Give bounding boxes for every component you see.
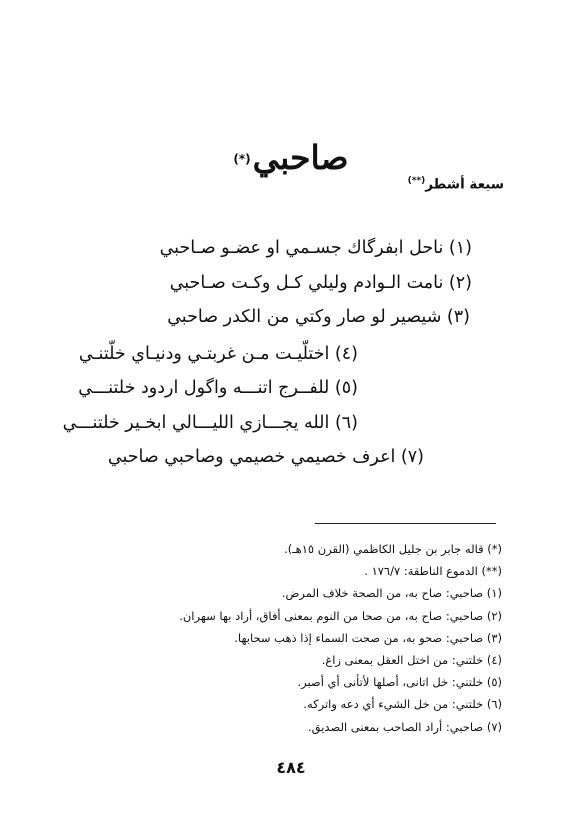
poem-title: صاحبي [252,138,349,177]
footnote-4: (٤) خلتني: من اختل العقل بمعنى زاغ. [321,653,502,668]
footnote-6: (٦) خلتني: من خل الشيء أي دعه واتركه. [303,697,502,712]
footnote-1: (١) صاحبي: صاح به، من الصحة خلاف المرض. [281,586,502,601]
subtitle-footnote-mark: (**) [407,176,426,186]
verse-line-5: (٥) للفــرج اتنـــه واگول اردود خلتنـــي [78,378,358,398]
footnote-divider [315,523,496,524]
verse-line-2: (٢) نامت الـوادم وليلي كـل وكـت صـاحبي [169,273,472,293]
verse-line-1: (١) ناحل ابفرگاك جسـمي او عضـو صـاحبي [159,238,472,258]
footnote-2: (٢) صاحبي: صاح به، من صحا من النوم بمعنى أفاق، أراد بها سهران. [179,608,502,623]
title-footnote-mark: (*) [233,151,251,166]
verse-line-3: (٣) شيصير لو صار وكتي من الكدر صاحبي [167,307,470,327]
footnotes [62,538,502,738]
footnote-5: (٥) خلتني: خل اتانى، أصلها لأتأنى أي أصبر. [297,675,502,690]
verse-line-7: (٧) اعرف خصيمي خصيمي وصاحبي صاحبي [107,447,424,467]
footnote-7: (٧) صاحبي: أراد الصاحب بمعنى الصديق. [307,719,502,734]
poem-title-block [0,136,582,180]
page-number: ٤٨٤ [276,758,306,777]
poem-subtitle [408,176,504,193]
footnote-subtitle: (**) الدموع الناطقة: ١٧٦/٧ . [364,564,502,579]
verse-line-4: (٤) اختلّيـت مـن غربتـي ودنيـاي خلّتنـي [78,344,358,364]
subtitle-text: سبعة أشطر [425,176,504,193]
footnote-title: (*) قاله جابر بن جليل الكاظمي (القرن ١٥هـ). [284,542,502,556]
footnote-3: (٣) صاحبي: صحو به، من صحت السماء إذا ذهب سحابها. [234,630,502,645]
verse-line-6: (٦) الله يجـــازي الليـــالي ابخـير خلتنـــي [62,413,358,433]
